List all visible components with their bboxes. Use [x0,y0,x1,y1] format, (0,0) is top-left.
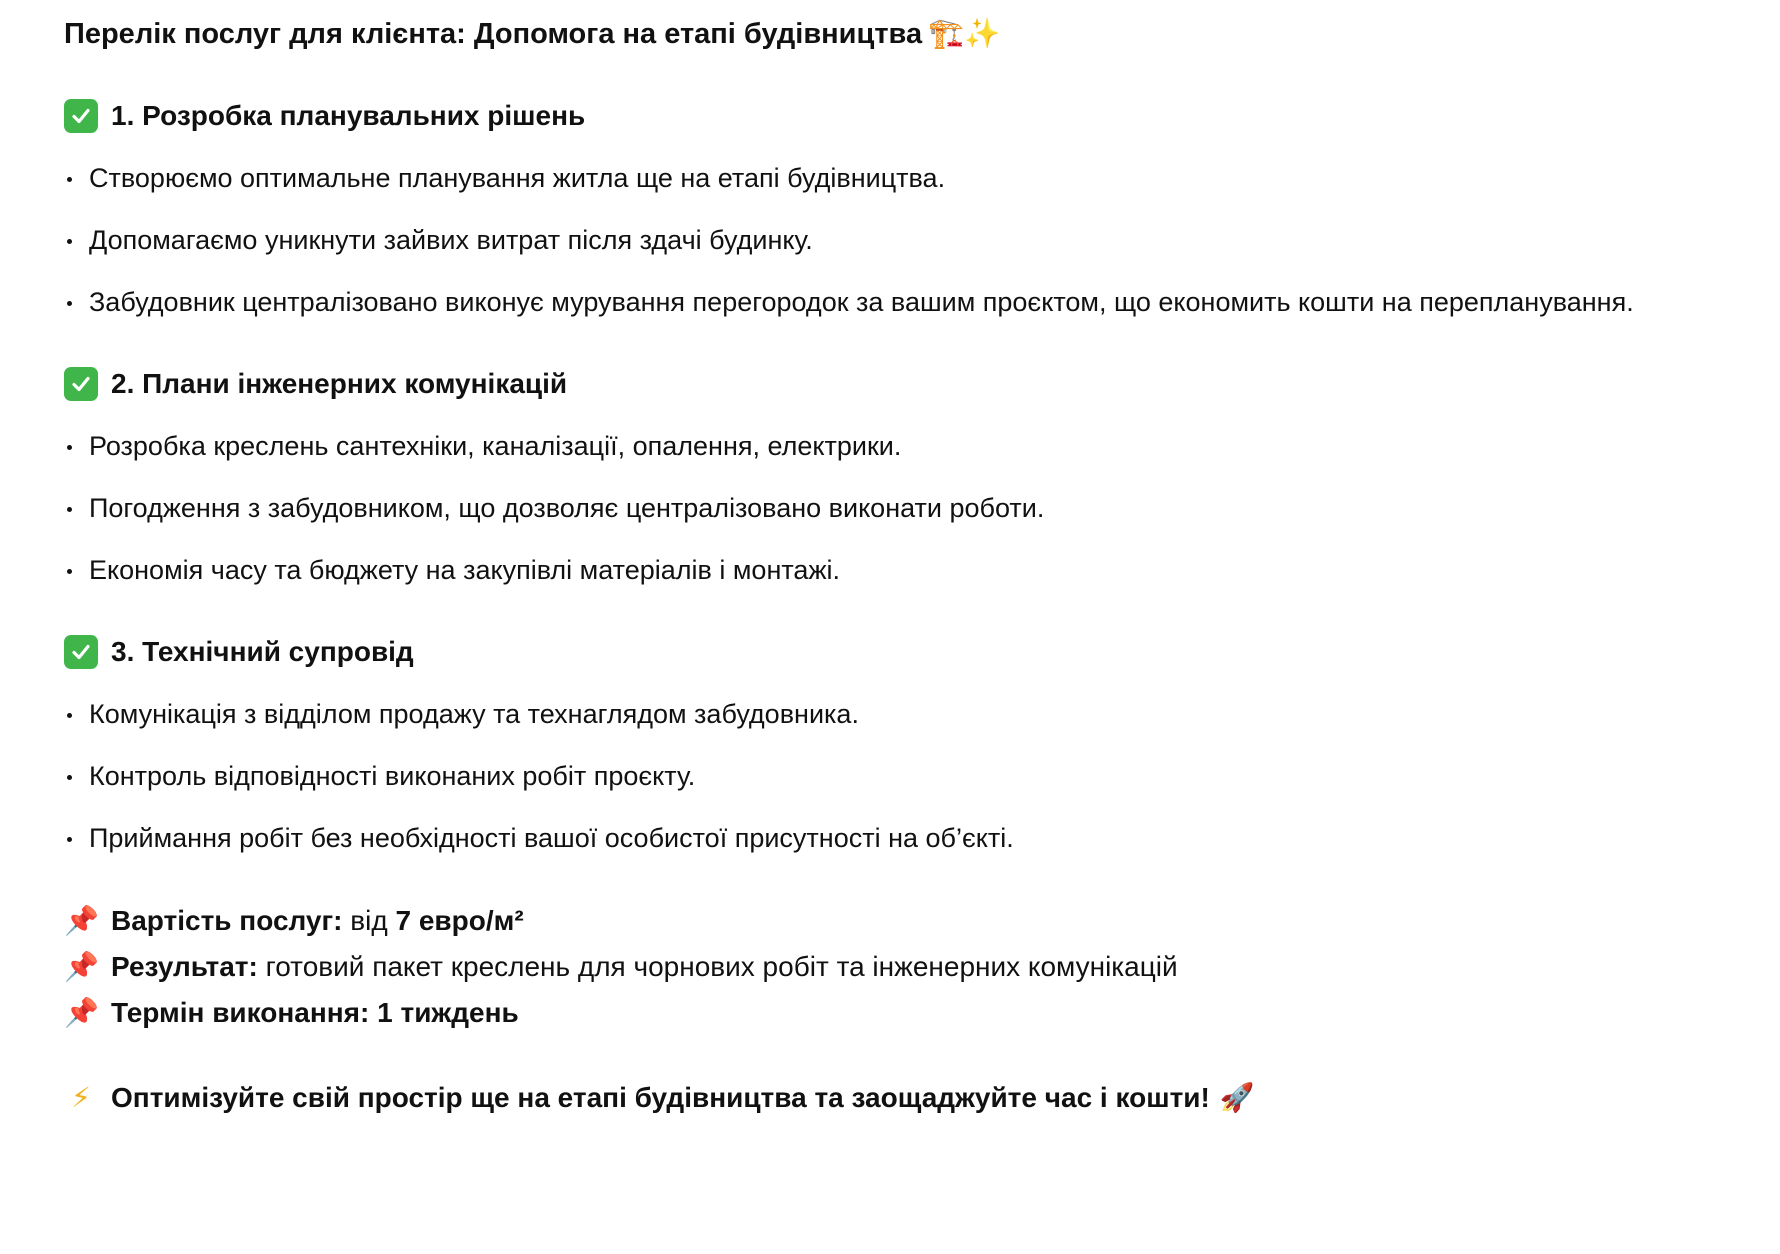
cta-text: Оптимізуйте свій простір ще на етапі будівництва та заощаджуйте час і кошти! [111,1082,1210,1113]
section-heading [64,632,1764,672]
bullet-list [64,158,1764,322]
term-line [64,990,1764,1036]
list-item: Розробка креслень сантехніки, каналізації, опалення, електрики. [64,426,1764,466]
document-title [64,12,1764,56]
call-to-action [64,1076,1764,1120]
title-text: Перелік послуг для клієнта: Допомога на етапі будівництва [64,18,923,50]
check-mark-icon [64,99,98,133]
crane-sparkles-icon: 🏗️✨ [928,18,1001,50]
list-item: Економія часу та бюджету на закупівлі матеріалів і монтажі. [64,550,1764,590]
price-line [64,898,1764,944]
list-item: Приймання робіт без необхідності вашої особистої присутності на об’єкті. [64,818,1764,858]
summary [64,898,1764,1036]
list-item: Комунікація з відділом продажу та технаглядом забудовника. [64,694,1764,734]
section-planning [64,96,1764,322]
term-label: Термін виконання: [111,997,370,1028]
section-engineering [64,364,1764,590]
check-mark-icon [64,635,98,669]
result-line [64,944,1764,990]
term-value: 1 тиждень [377,997,519,1028]
list-item: Створюємо оптимальне планування житла ще на етапі будівництва. [64,158,1764,198]
section-technical-support [64,632,1764,858]
pushpin-icon: 📌 [64,951,99,982]
list-item: Погодження з забудовником, що дозволяє централізовано виконати роботи. [64,488,1764,528]
bullet-list [64,694,1764,858]
list-item: Контроль відповідності виконаних робіт проєкту. [64,756,1764,796]
result-label: Результат: [111,951,258,982]
pushpin-icon: 📌 [64,997,99,1028]
section-heading [64,364,1764,404]
section-heading-text: 3. Технічний супровід [111,636,414,667]
result-value: готовий пакет креслень для чорнових робіт та інженерних комунікацій [265,951,1178,982]
price-value: 7 евро/м² [395,905,524,936]
document [64,12,1764,1120]
lightning-icon: ⚡ [71,1082,91,1113]
section-heading-text: 2. Плани інженерних комунікацій [111,368,568,399]
check-mark-icon [64,367,98,401]
list-item: Забудовник централізовано виконує мурування перегородок за вашим проєктом, що економить кошти на перепланування. [64,282,1764,322]
price-prefix: від [350,905,388,936]
section-heading [64,96,1764,136]
bullet-list [64,426,1764,590]
list-item: Допомагаємо уникнути зайвих витрат після здачі будинку. [64,220,1764,260]
price-label: Вартість послуг: [111,905,343,936]
rocket-icon: 🚀 [1219,1082,1255,1113]
section-heading-text: 1. Розробка планувальних рішень [111,100,586,131]
pushpin-icon: 📌 [64,905,99,936]
